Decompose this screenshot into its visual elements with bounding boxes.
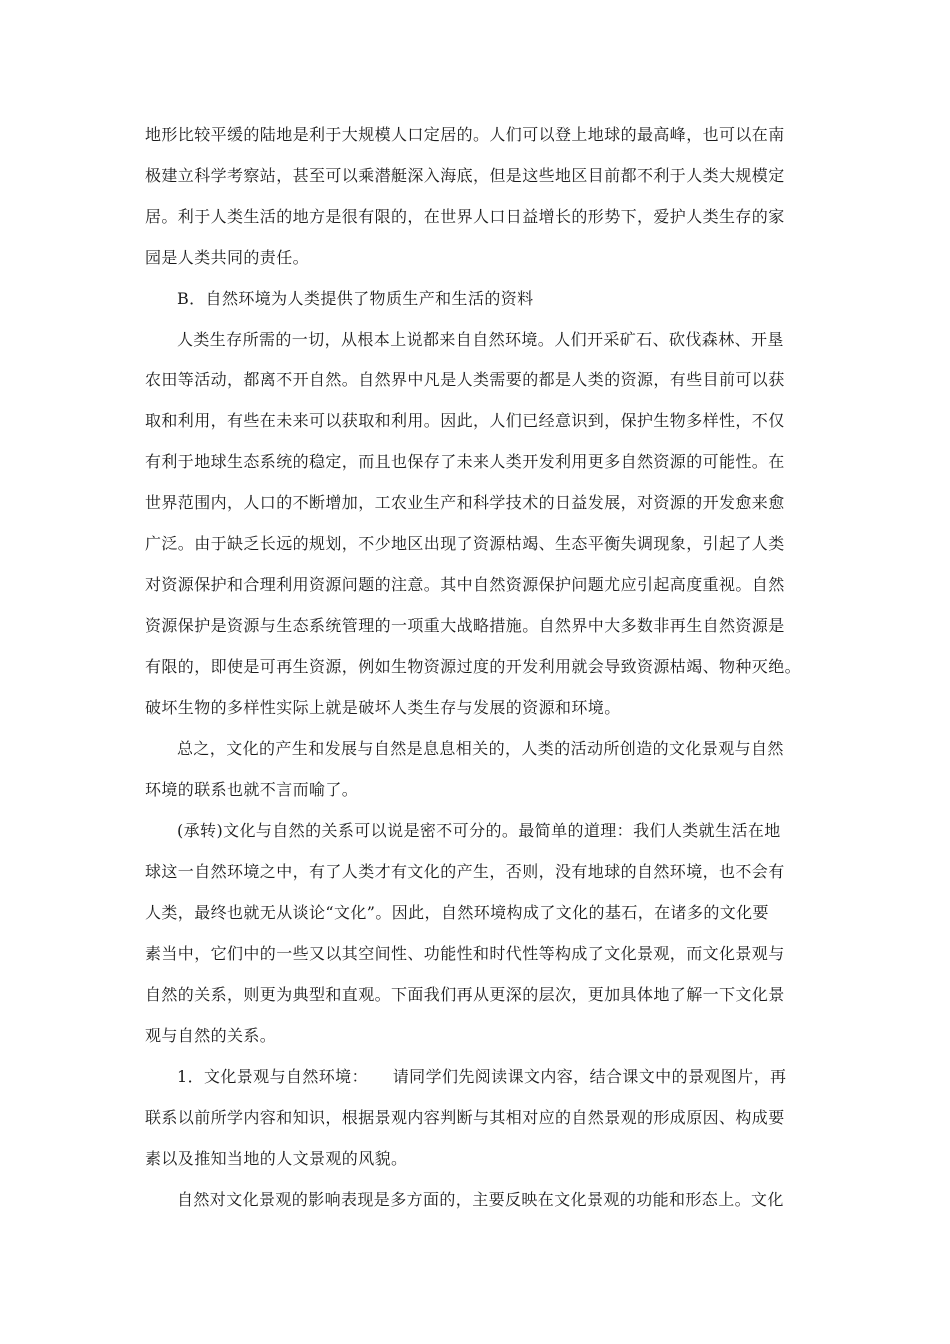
text-line: 球这一自然环境之中，有了人类才有文化的产生，否则，没有地球的自然环境，也不会有 — [145, 862, 785, 881]
text-line: 素当中，它们中的一些又以其空间性、功能性和时代性等构成了文化景观，而文化景观与 — [145, 944, 785, 963]
text-line: 人类，最终也就无从谈论“文化”。因此，自然环境构成了文化的基石，在诸多的文化要 — [145, 903, 769, 922]
text-line: 总之，文化的产生和发展与自然是息息相关的，人类的活动所创造的文化景观与自然 — [177, 739, 784, 758]
text-line: 有限的，即使是可再生资源，例如生物资源过度的开发利用就会导致资源枯竭、物种灭绝。 — [145, 657, 802, 676]
text-line: 观与自然的关系。 — [145, 1026, 277, 1045]
text-line: 世界范围内，人口的不断增加，工农业生产和科学技术的日益发展，对资源的开发愈来愈 — [145, 493, 785, 512]
text-line: 自然的关系，则更为典型和直观。下面我们再从更深的层次，更加具体地了解一下文化景 — [145, 985, 785, 1004]
text-line: (承转)文化与自然的关系可以说是密不可分的。最简单的道理：我们人类就生活在地 — [177, 821, 781, 840]
section-heading: B．自然环境为人类提供了物质生产和生活的资料 — [177, 289, 534, 308]
text-line: 自然对文化景观的影响表现是多方面的，主要反映在文化景观的功能和形态上。文化 — [177, 1190, 784, 1209]
text-line: 资源保护是资源与生态系统管理的一项重大战略措施。自然界中大多数非再生自然资源是 — [145, 616, 785, 635]
text-line: 有利于地球生态系统的稳定，而且也保存了未来人类开发利用更多自然资源的可能性。在 — [145, 452, 785, 471]
text-line: 园是人类共同的责任。 — [145, 248, 310, 267]
text-line: 极建立科学考察站，甚至可以乘潜艇深入海底，但是这些地区目前都不利于人类大规模定 — [145, 166, 785, 185]
text-line: 取和利用，有些在未来可以获取和利用。因此，人们已经意识到，保护生物多样性，不仅 — [145, 411, 785, 430]
text-line: 广泛。由于缺乏长远的规划，不少地区出现了资源枯竭、生态平衡失调现象，引起了人类 — [145, 534, 785, 553]
text-line: 居。利于人类生活的地方是很有限的，在世界人口日益增长的形势下，爱护人类生存的家 — [145, 207, 785, 226]
text-line: 农田等活动，都离不开自然。自然界中凡是人类需要的都是人类的资源，有些目前可以获 — [145, 370, 785, 389]
text-line: 对资源保护和合理利用资源问题的注意。其中自然资源保护问题尤应引起高度重视。自然 — [145, 575, 785, 594]
text-line: 地形比较平缓的陆地是利于大规模人口定居的。人们可以登上地球的最高峰，也可以在南 — [145, 125, 785, 144]
section-heading: 1．文化景观与自然环境： 请同学们先阅读课文内容，结合课文中的景观图片，再 — [177, 1067, 787, 1086]
text-line: 人类生存所需的一切，从根本上说都来自自然环境。人们开采矿石、砍伐森林、开垦 — [177, 330, 784, 349]
text-line: 联系以前所学内容和知识，根据景观内容判断与其相对应的自然景观的形成原因、构成要 — [145, 1108, 785, 1127]
text-line: 环境的联系也就不言而喻了。 — [145, 780, 359, 799]
text-line: 破坏生物的多样性实际上就是破坏人类生存与发展的资源和环境。 — [145, 698, 621, 717]
text-line: 素以及推知当地的人文景观的风貌。 — [145, 1149, 408, 1168]
